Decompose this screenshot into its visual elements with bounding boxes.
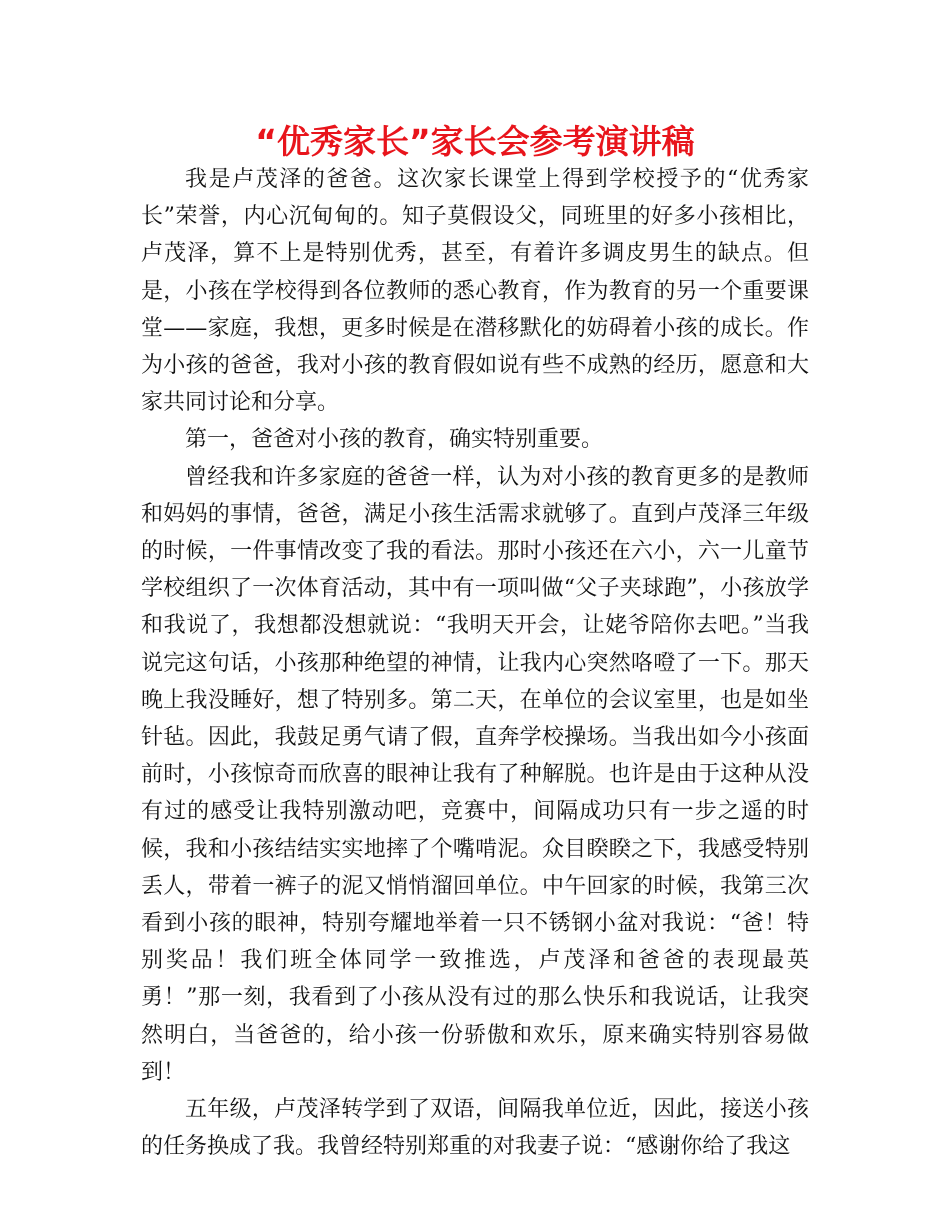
paragraph-intro: 我是卢茂泽的爸爸。这次家长课堂上得到学校授予的“优秀家长”荣誉，内心沉甸甸的。知子莫假设父，同班里的好多小孩相比，卢茂泽，算不上是特别优秀，甚至，有着许多调皮男生的缺点。但是，小孩在学校得到各位教师的悉心教育，作为教育的另一个重要课堂——家庭，我想，更多时候是在潜移默化的妨碍着小孩的成长。作为小孩的爸爸，我对小孩的教育假如说有些不成熟的经历，愿意和大家共同讨论和分享。 (141, 167, 809, 416)
document-body (141, 161, 809, 1165)
paragraph-story: 曾经我和许多家庭的爸爸一样，认为对小孩的教育更多的是教师和妈妈的事情，爸爸，满足小孩生活需求就够了。直到卢茂泽三年级的时候，一件事情改变了我的看法。那时小孩还在六小，六一儿童节学校组织了一次体育活动，其中有一项叫做“父子夹球跑”，小孩放学和我说了，我想都没想就说：“我明天开会，让姥爷陪你去吧。”当我说完这句话，小孩那种绝望的神情，让我内心突然咯噔了一下。那天晚上我没睡好，想了特别多。第二天，在单位的会议室里，也是如坐针毡。因此，我鼓足勇气请了假，直奔学校操场。当我出如今小孩面前时，小孩惊奇而欣喜的眼神让我有了种解脱。也许是由于这种从没有过的感受让我特别激动吧，竞赛中，间隔成功只有一步之遥的时候，我和小孩结结实实地摔了个嘴啃泥。众目睽睽之下，我感受特别丢人，带着一裤子的泥又悄悄溜回单位。中午回家的时候，我第三次看到小孩的眼神，特别夸耀地举着一只不锈钢小盆对我说：“爸！特别奖品！我们班全体同学一致推选，卢茂泽和爸爸的表现最英勇！”那一刻，我看到了小孩从没有过的那么快乐和我说话，让我突然明白，当爸爸的，给小孩一份骄傲和欢乐，原来确实特别容易做到！ (141, 464, 809, 1085)
document-title: “优秀家长”家长会参考演讲稿 (255, 122, 695, 161)
paragraph-point-one: 第一，爸爸对小孩的教育，确实特别重要。 (185, 427, 604, 453)
paragraph-grade-five: 五年级，卢茂泽转学到了双语，间隔我单位近，因此，接送小孩的任务换成了我。我曾经特别郑重的对我妻子说：“感谢你给了我这 (141, 1097, 809, 1160)
